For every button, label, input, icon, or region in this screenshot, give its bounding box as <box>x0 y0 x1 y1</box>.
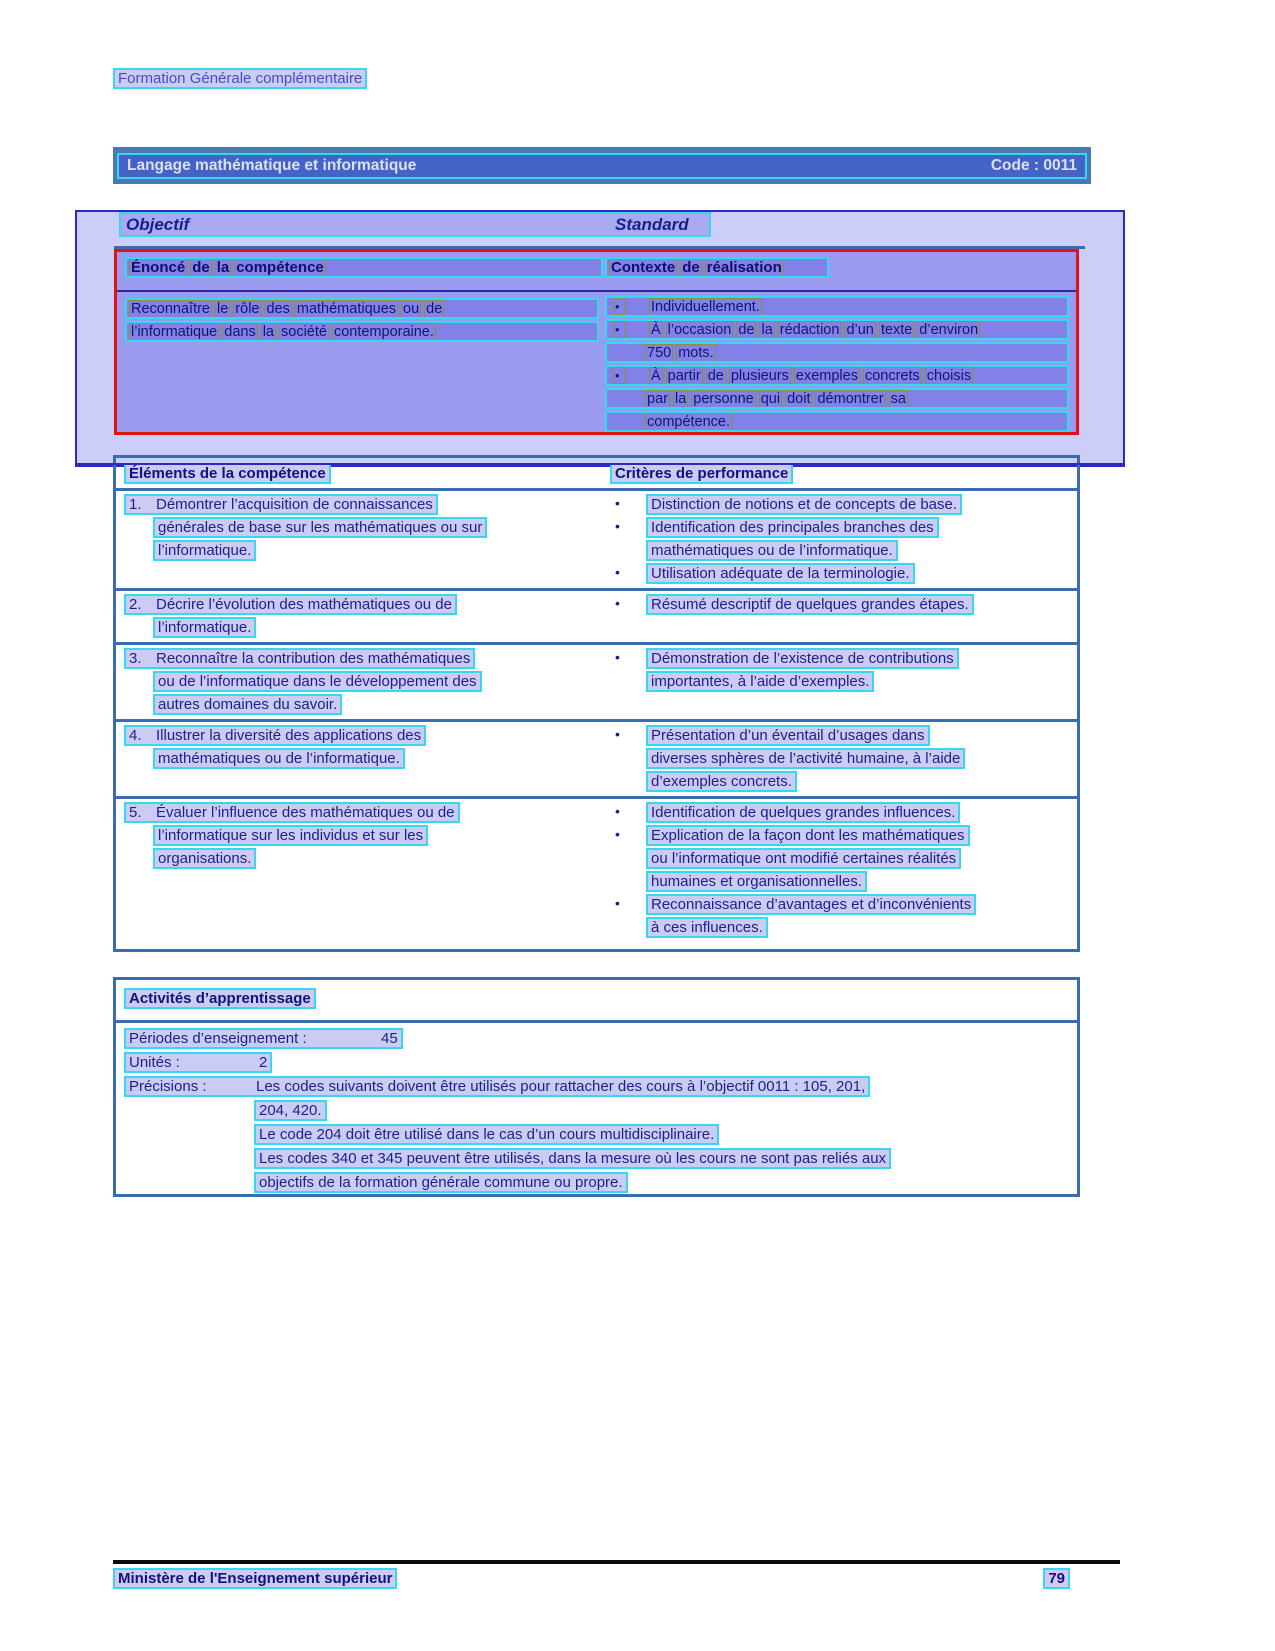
criteria-text: diverses sphères de l’activité humaine, à l’aide <box>646 748 965 769</box>
element-item-line: générales de base sur les mathématiques ou sur <box>153 517 487 538</box>
bullet-icon: • <box>615 595 620 611</box>
criteria-line <box>602 540 1077 563</box>
element-cell <box>116 725 602 794</box>
word-box: qui <box>760 390 781 407</box>
word-box: d’environ <box>919 321 979 338</box>
table-row <box>116 642 1077 719</box>
precision-line: 204, 420. <box>254 1100 327 1121</box>
footer <box>113 1568 1070 1591</box>
criteria-line <box>602 802 1077 825</box>
contexte-line <box>605 388 1069 409</box>
elements-rows <box>116 488 1077 942</box>
criteria-line <box>602 725 1077 748</box>
word-box: par <box>647 390 668 407</box>
element-item-line <box>124 494 438 515</box>
unites-label: Unités : <box>129 1054 180 1071</box>
periodes-label: Périodes d’enseignement : <box>129 1030 307 1047</box>
element-item-line <box>124 648 475 669</box>
precisions-row <box>124 1076 870 1097</box>
word-box: doit <box>787 390 811 407</box>
activites-header: Activités d’apprentissage <box>124 988 316 1009</box>
activites-box <box>113 977 1080 1197</box>
item-number: 2. <box>129 596 142 613</box>
enonce-left-lines <box>125 298 599 344</box>
precisions-label: Précisions : <box>129 1078 207 1095</box>
criteria-line <box>602 894 1077 917</box>
element-cell <box>116 494 602 586</box>
criteria-text: Identification de quelques grandes influences. <box>646 802 960 823</box>
precision-line: Les codes 340 et 345 peuvent être utilisés, dans la mesure où les cours ne sont pas reliés aux <box>254 1148 891 1169</box>
criteres-header: Critères de performance <box>610 463 793 484</box>
word-box: démontrer <box>817 390 884 407</box>
word-box: exemples <box>795 367 858 384</box>
objectif-standard-heading <box>119 212 711 237</box>
element-item-line: autres domaines du savoir. <box>153 694 342 715</box>
element-text: Reconnaître la contribution des mathématiques <box>156 650 471 667</box>
bullet-spacer <box>602 671 646 694</box>
word-box: la <box>674 390 687 407</box>
word-box: mots. <box>678 344 714 361</box>
criteria-text: à ces influences. <box>646 917 768 938</box>
precision-line: objectifs de la formation générale commune ou propre. <box>254 1172 628 1193</box>
divider <box>117 290 1076 292</box>
bullet-spacer <box>602 871 646 894</box>
criteria-text: Résumé descriptif de quelques grandes étapes. <box>646 594 974 615</box>
word-box: la <box>761 321 773 338</box>
criteria-text: Explication de la façon dont les mathématiques <box>646 825 970 846</box>
footer-rule <box>113 1560 1120 1564</box>
enonce-bullet-lines <box>605 296 1069 434</box>
element-text: Décrire l’évolution des mathématiques ou de <box>156 596 452 613</box>
criteria-line <box>602 648 1077 671</box>
word-box: plusieurs <box>730 367 789 384</box>
course-header-band <box>117 153 1087 179</box>
bullet-icon: • <box>615 564 620 580</box>
criteria-line <box>602 563 1077 586</box>
item-number: 3. <box>129 650 142 667</box>
unites-row <box>124 1052 272 1073</box>
element-text: Illustrer la diversité des applications des <box>156 727 422 744</box>
periodes-value: 45 <box>381 1030 398 1047</box>
element-cell <box>116 648 602 717</box>
table-row <box>116 719 1077 796</box>
bullet-icon: • <box>615 803 620 819</box>
element-item-line <box>124 594 457 615</box>
periodes-row <box>124 1028 403 1049</box>
criteria-cell <box>602 494 1077 586</box>
enonce-box <box>114 249 1079 435</box>
word-box: choisis <box>926 367 972 384</box>
enonce-line <box>125 321 599 342</box>
bullet-spacer <box>602 917 646 940</box>
table-row <box>116 588 1077 642</box>
word-box: personne <box>693 390 754 407</box>
criteria-text: Distinction de notions et de concepts de base. <box>646 494 962 515</box>
table-row <box>116 488 1077 588</box>
word-box: dans <box>224 323 256 340</box>
precision-line: Le code 204 doit être utilisé dans le cas d’un cours multidisciplinaire. <box>254 1124 719 1145</box>
item-number: 4. <box>129 727 142 744</box>
panel-bottom-border <box>75 463 1125 465</box>
word-box: rôle <box>235 300 260 317</box>
word-box: d’un <box>846 321 874 338</box>
contexte-line <box>605 319 1069 340</box>
criteria-cell <box>602 802 1077 940</box>
word-box: Reconnaître <box>131 300 210 317</box>
word-box: la <box>216 259 230 276</box>
element-item-line: mathématiques ou de l’informatique. <box>153 748 405 769</box>
word-box: compétence <box>236 259 324 276</box>
criteria-line <box>602 917 1077 940</box>
word-box: rédaction <box>779 321 840 338</box>
criteria-line <box>602 771 1077 794</box>
footer-page-number: 79 <box>1043 1568 1070 1589</box>
element-text: Évaluer l’influence des mathématiques ou de <box>156 804 455 821</box>
bullet-icon: • <box>613 298 626 315</box>
bullet-icon: • <box>615 649 620 665</box>
bullet-spacer <box>602 771 646 794</box>
enonce-header <box>125 257 603 278</box>
word-box: société <box>281 323 327 340</box>
word-box: réalisation <box>706 259 782 276</box>
word-box: 750 <box>647 344 672 361</box>
contexte-line <box>605 411 1069 432</box>
criteria-text: ou l’informatique ont modifié certaines réalités <box>646 848 961 869</box>
bullet-icon: • <box>615 826 620 842</box>
criteria-line <box>602 748 1077 771</box>
precisions-more-lines <box>124 1100 1071 1193</box>
bullet-icon: • <box>613 321 626 338</box>
criteria-line <box>602 517 1077 540</box>
word-box: À <box>651 367 661 384</box>
element-item-line: l’informatique sur les individus et sur les <box>153 825 428 846</box>
criteria-text: Identification des principales branches des <box>646 517 939 538</box>
criteria-text: mathématiques ou de l’informatique. <box>646 540 898 561</box>
contexte-line <box>605 296 1069 317</box>
criteria-text: Démonstration de l’existence de contributions <box>646 648 959 669</box>
word-box: l’informatique <box>131 323 218 340</box>
word-box: de <box>426 300 443 317</box>
criteria-line <box>602 594 1077 617</box>
element-cell <box>116 802 602 940</box>
word-box: le <box>217 300 229 317</box>
word-box: contemporaine. <box>333 323 434 340</box>
header-bar <box>113 147 1091 184</box>
word-box: concrets <box>864 367 920 384</box>
item-number: 5. <box>129 804 142 821</box>
standard-heading: Standard <box>615 215 689 234</box>
bullet-icon: • <box>615 726 620 742</box>
word-box: Énoncé <box>131 259 186 276</box>
word-box: de <box>707 367 724 384</box>
criteria-text: Présentation d’un éventail d’usages dans <box>646 725 930 746</box>
bullet-icon: • <box>615 495 620 511</box>
unites-value: 2 <box>259 1054 268 1071</box>
bullet-spacer <box>602 540 646 563</box>
criteria-line <box>602 494 1077 517</box>
criteria-text: d’exemples concrets. <box>646 771 797 792</box>
word-box: À <box>651 321 661 338</box>
word-box: de <box>738 321 755 338</box>
course-code: Code : 0011 <box>990 157 1077 174</box>
element-item-line: l’informatique. <box>153 540 256 561</box>
document-category-label: Formation Générale complémentaire <box>113 68 367 89</box>
criteria-line <box>602 848 1077 871</box>
divider <box>116 1020 1077 1023</box>
precisions-text: Les codes suivants doivent être utilisés pour rattacher des cours à l’objectif 0011 : 105, 201, <box>256 1078 866 1095</box>
criteria-text: importantes, à l’aide d’exemples. <box>646 671 874 692</box>
word-box: texte <box>880 321 913 338</box>
criteria-text: Utilisation adéquate de la terminologie. <box>646 563 915 584</box>
element-cell <box>116 594 602 640</box>
criteria-cell <box>602 594 1077 640</box>
element-item-line: l’informatique. <box>153 617 256 638</box>
word-box: de <box>682 259 700 276</box>
bullet-icon: • <box>613 367 626 384</box>
bullet-spacer <box>602 848 646 871</box>
word-box: la <box>262 323 274 340</box>
criteria-cell <box>602 725 1077 794</box>
item-number: 1. <box>129 496 142 513</box>
element-item-line: organisations. <box>153 848 256 869</box>
contexte-header <box>605 257 829 278</box>
course-title: Langage mathématique et informatique <box>127 157 417 174</box>
objectif-heading: Objectif <box>126 215 190 234</box>
criteria-text: humaines et organisationnelles. <box>646 871 867 892</box>
word-box: de <box>192 259 210 276</box>
table-row <box>116 796 1077 942</box>
word-box: Individuellement. <box>651 298 760 315</box>
elements-table <box>113 455 1080 952</box>
bullet-icon: • <box>615 518 620 534</box>
element-text: Démontrer l’acquisition de connaissances <box>156 496 433 513</box>
element-item-line: ou de l’informatique dans le développement des <box>153 671 482 692</box>
enonce-line <box>125 298 599 319</box>
element-item-line <box>124 725 426 746</box>
contexte-line <box>605 342 1069 363</box>
criteria-line <box>602 871 1077 894</box>
word-box: l’occasion <box>667 321 732 338</box>
elements-header: Éléments de la compétence <box>124 463 331 484</box>
criteria-line <box>602 671 1077 694</box>
criteria-text: Reconnaissance d’avantages et d’inconvénients <box>646 894 976 915</box>
element-item-line <box>124 802 460 823</box>
word-box: partir <box>667 367 701 384</box>
contexte-line <box>605 365 1069 386</box>
word-box: des <box>266 300 290 317</box>
bullet-spacer <box>602 748 646 771</box>
word-box: mathématiques <box>296 300 397 317</box>
criteria-cell <box>602 648 1077 717</box>
word-box: compétence. <box>647 413 731 430</box>
footer-ministry: Ministère de l'Enseignement supérieur <box>113 1568 397 1589</box>
word-box: sa <box>890 390 906 407</box>
criteria-line <box>602 825 1077 848</box>
bullet-icon: • <box>615 895 620 911</box>
word-box: ou <box>403 300 420 317</box>
activites-rows <box>124 1028 1071 1196</box>
word-box: Contexte <box>611 259 676 276</box>
